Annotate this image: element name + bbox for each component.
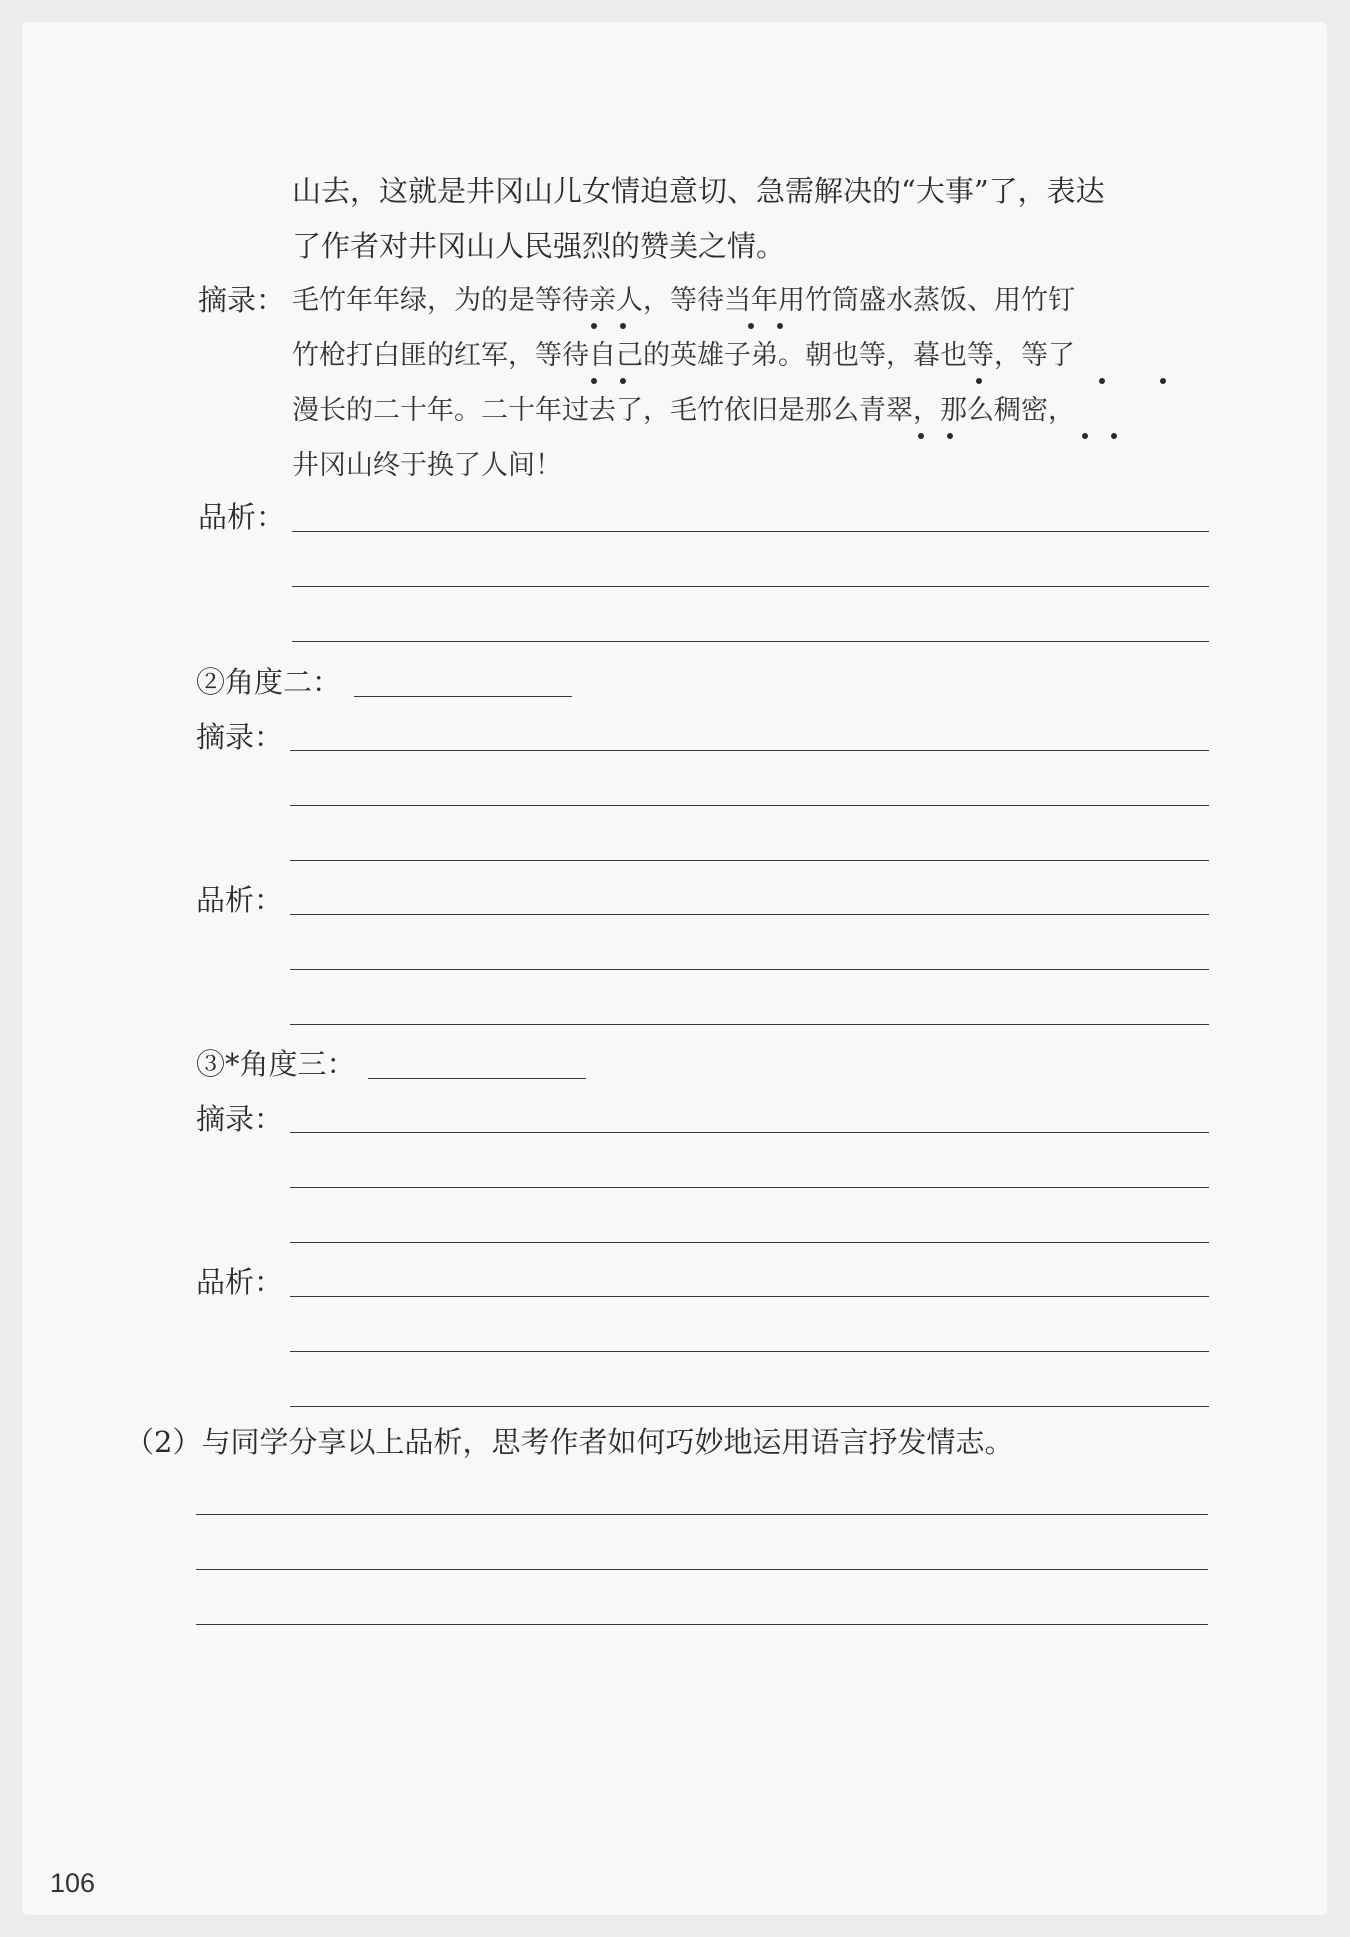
answer-line[interactable] [290,1351,1209,1352]
answer-line[interactable] [290,860,1209,861]
answer-line[interactable] [290,1132,1209,1133]
answer-line[interactable] [292,531,1209,532]
emphasis-dot [591,323,597,329]
emphasis-dot [748,323,754,329]
angle-label-2: ②角度二： [196,665,342,699]
answer-line[interactable] [290,750,1209,751]
emphasis-dot [1099,378,1105,384]
excerpt-text-line-4: 井冈山终于换了人间！ [292,450,562,481]
analysis-label-1: 品析： [198,500,286,534]
answer-line[interactable] [290,1406,1209,1407]
emphasis-dot [918,433,924,439]
emphasis-dot [777,323,783,329]
answer-line[interactable] [290,1296,1209,1297]
answer-line[interactable] [292,586,1209,587]
analysis-label-2: 品析： [196,883,284,917]
excerpt-text-line-3: 漫长的二十年。二十年过去了，毛竹依旧是那么青翠，那么稠密， [292,395,1075,426]
angle-3-blank[interactable] [368,1078,586,1079]
emphasis-dot [1160,378,1166,384]
emphasis-dot [620,323,626,329]
emphasis-dot [591,378,597,384]
emphasis-dot [947,433,953,439]
excerpt-text-line-1: 毛竹年年绿，为的是等待亲人，等待当年用竹筒盛水蒸饭、用竹钉 [292,285,1075,316]
answer-line[interactable] [292,641,1209,642]
excerpt-label-2: 摘录： [196,720,284,754]
intro-line-2: 了作者对井冈山人民强烈的赞美之情。 [292,229,786,263]
answer-line[interactable] [196,1569,1208,1570]
question-2-prompt: （2）与同学分享以上品析，思考作者如何巧妙地运用语言抒发情志。 [125,1425,1014,1459]
answer-line[interactable] [196,1624,1208,1625]
analysis-label-3: 品析： [196,1265,284,1299]
angle-label-3: ③*角度三： [196,1047,356,1081]
excerpt-label-3: 摘录： [196,1102,284,1136]
answer-line[interactable] [196,1514,1208,1515]
answer-line[interactable] [290,805,1209,806]
angle-2-blank[interactable] [354,696,572,697]
answer-line[interactable] [290,1024,1209,1025]
emphasis-dot [976,378,982,384]
emphasis-dot [1082,433,1088,439]
page-number: 106 [50,1868,96,1898]
answer-line[interactable] [290,914,1209,915]
answer-line[interactable] [290,969,1209,970]
excerpt-label-1: 摘录： [198,283,286,317]
emphasis-dot [1111,433,1117,439]
answer-line[interactable] [290,1242,1209,1243]
answer-line[interactable] [290,1187,1209,1188]
emphasis-dot [620,378,626,384]
excerpt-text-line-2: 竹枪打白匪的红军，等待自己的英雄子弟。朝也等，暮也等，等了 [292,340,1075,371]
intro-line-1: 山去，这就是井冈山儿女情迫意切、急需解决的“大事”了，表达 [292,174,1105,208]
